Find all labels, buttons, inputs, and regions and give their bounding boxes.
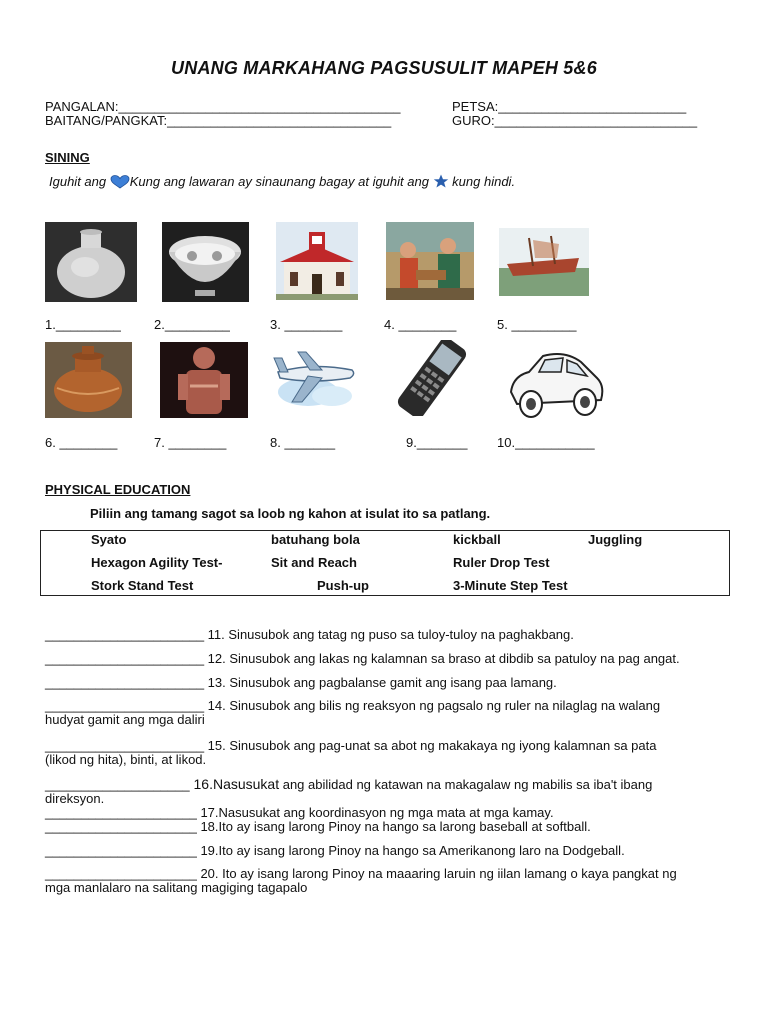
picture-4-painting	[386, 222, 474, 300]
question-20-cont: mga manlalaro na salitang magiging tagapalo	[45, 880, 308, 895]
answer-8[interactable]: 8. _______	[270, 435, 336, 450]
answer-1[interactable]: 1._________	[45, 317, 121, 332]
picture-7-statue	[160, 342, 248, 418]
choice-push-up: Push-up	[317, 578, 369, 593]
baitang-field[interactable]: BAITANG/PANGKAT:_______________________________	[45, 113, 392, 128]
picture-5-boat	[499, 228, 589, 296]
answer-7[interactable]: 7. ________	[154, 435, 227, 450]
question-11[interactable]: ______________________ 11. Sinusubok ang tatag ng puso sa tuloy-tuloy na paghakbang.	[45, 627, 574, 642]
question-17[interactable]: _____________________ 17.Nasusukat ang koordinasyon ng mga mata at mga kamay.	[45, 805, 554, 820]
question-16[interactable]	[45, 776, 652, 792]
answer-3[interactable]: 3. ________	[270, 317, 343, 332]
answer-6[interactable]: 6. ________	[45, 435, 118, 450]
pe-heading: PHYSICAL EDUCATION	[45, 482, 191, 497]
page-title: UNANG MARKAHANG PAGSUSULIT MAPEH 5&6	[171, 58, 597, 78]
question-16-cont: direksyon.	[45, 791, 105, 806]
choice-stork-stand: Stork Stand Test	[91, 578, 194, 593]
picture-1-jar	[45, 222, 137, 302]
picture-6-pot	[45, 342, 132, 418]
answer-2[interactable]: 2._________	[154, 317, 230, 332]
q16-blank[interactable]: ____________________	[45, 777, 190, 792]
picture-8-airplane	[272, 342, 358, 412]
choice-batuhang-bola: batuhang bola	[271, 532, 360, 547]
answer-10[interactable]: 10.___________	[497, 435, 595, 450]
picture-2-bowl	[162, 222, 249, 302]
question-15-cont: (likod ng hita), binti, at likod.	[45, 752, 207, 767]
sining-heading: SINING	[45, 150, 90, 165]
choice-syato: Syato	[91, 532, 127, 547]
star-icon	[433, 174, 449, 191]
question-19[interactable]: _____________________ 19.Ito ay isang larong Pinoy na hango sa Amerikanong laro na Dodgeball.	[45, 843, 625, 858]
choice-kickball: kickball	[453, 532, 501, 547]
question-14[interactable]: ______________________ 14. Sinusubok ang bilis ng reaksyon ng pagsalo ng ruler na nilaglag na walang	[45, 698, 661, 713]
choice-ruler-drop: Ruler Drop Test	[453, 555, 550, 570]
instruction-part-b: Kung ang lawaran ay sinaunang bagay at iguhit ang	[129, 174, 433, 189]
q16-text: ang abilidad ng katawan na makagalaw ng mabilis sa iba't ibang	[279, 777, 653, 792]
answer-9[interactable]: 9._______	[406, 435, 468, 450]
instruction-part-c: kung hindi.	[448, 174, 516, 189]
answer-5[interactable]: 5. _________	[497, 317, 577, 332]
pe-instruction: Piliin ang tamang sagot sa loob ng kahon at isulat ito sa patlang.	[90, 506, 491, 521]
guro-field[interactable]: GURO:____________________________	[452, 113, 698, 128]
question-14-cont: hudyat gamit ang mga daliri	[45, 712, 205, 727]
choices-box	[40, 530, 730, 596]
pangalan-field[interactable]: PANGALAN:_______________________________________	[45, 99, 401, 114]
heart-icon	[110, 175, 130, 192]
picture-3-building	[276, 222, 358, 300]
question-13[interactable]: ______________________ 13. Sinusubok ang pagbalanse gamit ang isang paa lamang.	[45, 675, 557, 690]
choice-step-test: 3-Minute Step Test	[453, 578, 568, 593]
question-20[interactable]: _____________________ 20. Ito ay isang larong Pinoy na maaaring laruin ng iilan lamang o kaya pangkat ng	[45, 866, 677, 881]
instruction-part-a: Iguhit ang	[49, 174, 110, 189]
choice-sit-and-reach: Sit and Reach	[271, 555, 357, 570]
answer-4[interactable]: 4. ________	[384, 317, 457, 332]
question-18[interactable]: _____________________ 18.Ito ay isang larong Pinoy na hango sa larong baseball at softball.	[45, 819, 591, 834]
q16-number: 16.Nasusukat	[189, 776, 280, 792]
petsa-field[interactable]: PETSA:__________________________	[452, 99, 687, 114]
choice-hexagon: Hexagon Agility Test-	[91, 555, 223, 570]
choice-juggling: Juggling	[588, 532, 643, 547]
question-15[interactable]: ______________________ 15. Sinusubok ang pag-unat sa abot ng makakaya ng iyong kalamnan sa pata	[45, 738, 657, 753]
picture-9-phone	[389, 340, 475, 416]
question-12[interactable]: ______________________ 12. Sinusubok ang lakas ng kalamnan sa braso at dibdib sa patuloy na pag angat.	[45, 651, 680, 666]
picture-10-car	[505, 342, 607, 424]
sining-instruction	[49, 174, 515, 192]
